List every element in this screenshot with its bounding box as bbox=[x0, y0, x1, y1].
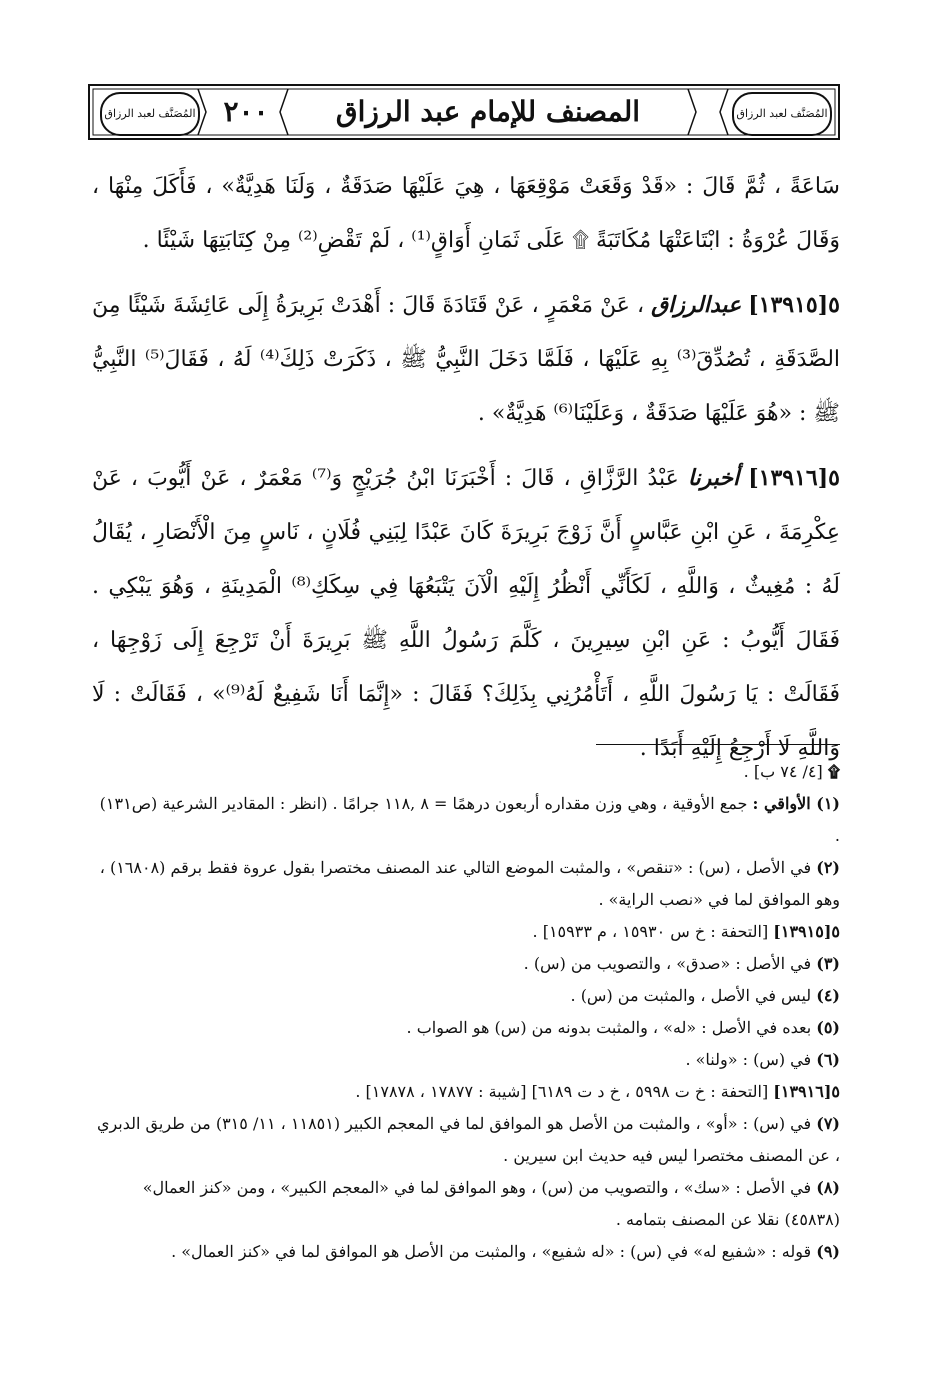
isnad-start: أخبرنا bbox=[687, 465, 740, 491]
footnote: (٧) في (س) : «أو» ، والمثبت من الأصل هو الموافق لما في المعجم الكبير (١١٨٥١ ، ١١/ ٣١٥) من طريق الدبري ، عن المصنف مختصرا ليس فيه حديث ابن سيرين . bbox=[96, 1114, 840, 1165]
footnote: ٥[١٣٩١٦] [التحفة : خ ت ٥٩٩٨ ، خ د ت ٦١٨٩] [شيبة : ١٧٨٧٧ ، ١٧٨٧٨] . bbox=[355, 1082, 840, 1101]
seal-emblem-right: المُصَنَّف لعبد الرزاق bbox=[732, 92, 832, 136]
page-header bbox=[88, 84, 840, 140]
hadith-number: ٥[١٣٩١٦] bbox=[748, 465, 840, 491]
footnote: (٢) في الأصل ، (س) : «تنقص» ، والمثبت الموضع التالي عند المصنف مختصرا بقول عروة فقط برقم (١٦٨٠٨) ، وهو الموافق لما في «نصب الراية» . bbox=[99, 858, 840, 909]
hadith-number: ٥[١٣٩١٥] bbox=[748, 292, 840, 318]
paragraph-1 bbox=[92, 160, 840, 268]
footnotes bbox=[92, 756, 840, 1268]
footnote-divider bbox=[596, 744, 840, 745]
footnote: (٩) قوله : «شفيع له» في (س) : «له شفيع» ، والمثبت من الأصل هو الموافق لما في «كنز العمال» . bbox=[171, 1242, 840, 1261]
paragraph-1-text: سَاعَةً ، ثُمَّ قَالَ : «قَدْ وَقَعَتْ مَوْقِعَهَا ، هِيَ عَلَيْهَا صَدَقَةٌ ، وَلَنَا هَدِيَّةٌ» ، فَأَكَلَ مِنْهَا ، وَقَالَ عُرْوَةُ : ابْتَاعَتْهَا مُكَاتَبَةً ۩ عَلَى ثَمَانِ أَوَاقٍ⁽¹⁾ ، لَمْ تَقْضِ⁽²⁾ مِنْ كِتَابَتِهَا شَيْئًا . bbox=[92, 174, 840, 253]
footnote: (٨) في الأصل : «سك» ، والتصويب من (س) ، وهو الموافق لما في «المعجم الكبير» ، ومن «كنز العمال» (٤٥٨٣٨) نقلا عن المصنف بتمامه . bbox=[142, 1178, 840, 1229]
footnote: (٣) في الأصل : «صدق» ، والتصويب من (س) . bbox=[523, 954, 840, 973]
footnote: ٥[١٣٩١٥] [التحفة : خ س ١٥٩٣٠ ، م ١٥٩٣٣] . bbox=[532, 922, 840, 941]
hadith-13916 bbox=[92, 451, 840, 776]
footnote: (٥) بعده في الأصل : «له» ، والمثبت بدونه من (س) هو الصواب . bbox=[406, 1018, 840, 1037]
footnote: ۩ [٤/ ٧٤ ب] . bbox=[743, 762, 840, 781]
footnote: (٦) في (س) : «ولنا» . bbox=[685, 1050, 840, 1069]
footnote: (٤) ليس في الأصل ، والمثبت من (س) . bbox=[570, 986, 840, 1005]
isnad-start: عبدالرزاق bbox=[651, 292, 742, 318]
page-number: ٢٠٠ bbox=[223, 95, 269, 128]
hadith-13915 bbox=[92, 278, 840, 441]
book-title: المصنف للإمام عبد الرزاق bbox=[335, 95, 641, 128]
seal-emblem-left: المُصَنَّف لعبد الرزاق bbox=[100, 92, 200, 136]
footnote: (١) الأواقي : جمع الأوقية ، وهي وزن مقداره أربعون درهمًا = ٨ ,١١٨ جرامًا . (انظر : المقادير الشرعية (ص١٣١) . bbox=[99, 794, 840, 845]
main-text bbox=[92, 160, 840, 786]
hadith-text: ، عَنْ مَعْمَرٍ ، عَنْ قَتَادَةَ قَالَ : أَهْدَتْ بَرِيرَةُ إِلَى عَائِشَةَ شَيْئًا مِنَ الصَّدَقَةِ ، تُصُدِّقَ⁽³⁾ بِهِ عَلَيْهَا ، فَلَمَّا دَخَلَ النَّبِيُّ ﷺ ، ذَكَرَتْ ذَلِكَ⁽⁴⁾ لَهُ ، فَقَالَ⁽⁵⁾ النَّبِيُّ ﷺ : «هُوَ عَلَيْهَا صَدَقَةٌ ، وَعَلَيْنَا⁽⁶⁾ هَدِيَّةٌ» . bbox=[92, 293, 841, 426]
hadith-text: عَبْدُ الرَّزَّاقِ ، قَالَ : أَخْبَرَنَا ابْنُ جُرَيْجٍ وَ⁽⁷⁾ مَعْمَرٌ ، عَنْ أَيُّوبَ ، عَنْ عِكْرِمَةَ ، عَنِ ابْنِ عَبَّاسٍ أَنَّ زَوْجَ بَرِيرَةَ كَانَ عَبْدًا لِبَنِي فُلَانٍ ، نَاسٍ مِنَ الْأَنْصَارِ ، يُقَالُ لَهُ : مُغِيثٌ ، وَاللَّهِ ، لَكَأَنِّي أَنْظُرُ إِلَيْهِ الْآنَ يَتْبَعُهَا فِي سِكَكِ⁽⁸⁾ الْمَدِينَةِ ، وَهُوَ يَبْكِي . فَقَالَ أَيُّوبُ : عَنِ ابْنِ سِيرِينَ ، كَلَّمَ رَسُولُ اللَّهِ ﷺ بَرِيرَةَ أَنْ تَرْجِعَ إِلَى زَوْجِهَا ، فَقَالَتْ : يَا رَسُولَ اللَّهِ ، أَتَأْمُرُنِي بِذَلِكَ؟ فَقَالَ : «إِنَّمَا أَنَا شَفِيعٌ لَهُ⁽⁹⁾» ، فَقَالَتْ : لَا وَاللَّهِ لَا أَرْجِعُ إِلَيْهِ أَبَدًا . bbox=[92, 466, 840, 761]
